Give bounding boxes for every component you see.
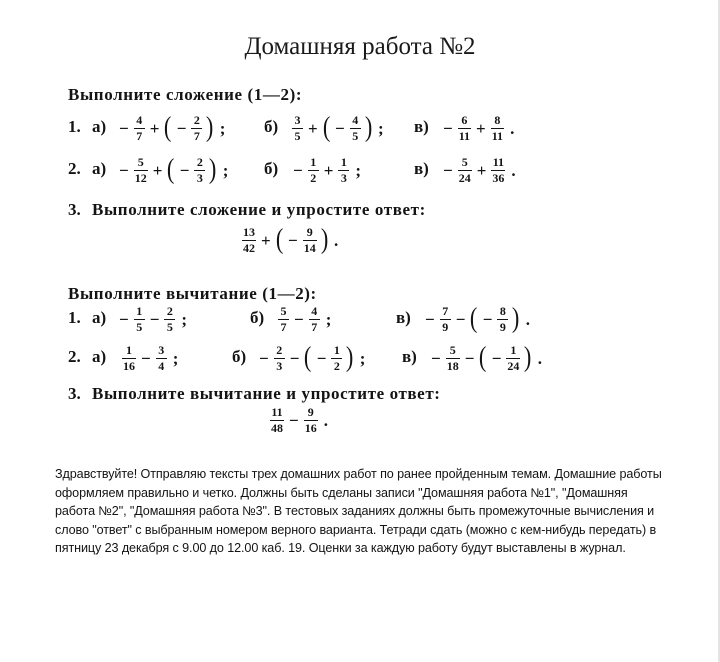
operator-sign: +: [476, 160, 487, 180]
numerator: 11: [492, 154, 505, 169]
operator-sign: −: [491, 348, 502, 368]
numerator: 1: [510, 342, 517, 357]
operator-sign: −: [425, 309, 435, 329]
denominator: 11: [458, 128, 471, 143]
operator-sign: −: [443, 160, 453, 180]
denominator: 16: [123, 358, 135, 373]
operator-sign: −: [335, 118, 345, 138]
numerator: 2: [196, 154, 203, 169]
denominator: 3: [274, 358, 285, 373]
fraction: [331, 344, 342, 372]
punctuation: ;: [355, 160, 362, 180]
close-paren: ): [320, 224, 329, 255]
denominator: 5: [350, 128, 361, 143]
close-paren: ): [512, 303, 520, 334]
operator-sign: −: [289, 410, 299, 430]
denominator: 9: [440, 319, 451, 334]
fraction: [458, 114, 471, 142]
fraction: [270, 406, 284, 434]
denominator: 2: [331, 358, 342, 373]
subtraction-heading: Выполните вычитание (1—2):: [68, 284, 317, 303]
fraction: [440, 305, 451, 333]
fraction: [303, 226, 317, 254]
fraction: [308, 156, 319, 184]
operator-sign: +: [308, 118, 318, 138]
punctuation: .: [510, 118, 515, 138]
denominator: 5: [134, 319, 145, 334]
operator-sign: −: [179, 160, 190, 180]
denominator: 3: [194, 170, 205, 185]
close-paren: ): [346, 342, 354, 373]
operator-sign: −: [293, 160, 303, 180]
open-paren: (: [164, 112, 172, 143]
punctuation: .: [511, 160, 516, 180]
denominator: 7: [191, 128, 202, 143]
operator-sign: −: [288, 230, 298, 250]
operator-sign: −: [119, 160, 129, 180]
operator-sign: −: [119, 309, 129, 329]
fraction: [506, 344, 520, 372]
numerator: 8: [499, 303, 506, 318]
denominator: 9: [497, 319, 508, 334]
open-paren: (: [304, 342, 312, 373]
punctuation: .: [537, 348, 542, 368]
operator-sign: +: [152, 160, 163, 180]
operator-sign: +: [261, 230, 271, 250]
page-title: Домашняя работа №2: [244, 33, 476, 60]
task-number: 1.: [68, 308, 81, 327]
fraction: [122, 344, 136, 372]
task-text: Выполните сложение и упростите ответ:: [92, 200, 426, 219]
fraction: [350, 114, 361, 142]
numerator: 9: [307, 404, 314, 419]
numerator: 13: [243, 224, 255, 239]
numerator: 3: [158, 342, 165, 357]
task-number: 3.: [68, 384, 81, 403]
punctuation: ;: [378, 118, 384, 138]
close-paren: ): [524, 342, 532, 373]
operator-sign: −: [482, 309, 493, 329]
denominator: 3: [338, 170, 349, 185]
numerator: 5: [449, 342, 456, 357]
fraction: [134, 305, 145, 333]
denominator: 12: [134, 170, 147, 185]
open-paren: (: [275, 224, 284, 255]
fraction: [164, 305, 175, 333]
numerator: 1: [340, 154, 347, 169]
fraction: [194, 156, 205, 184]
item-label: в): [414, 117, 429, 136]
fraction: [304, 406, 318, 434]
punctuation: .: [334, 230, 339, 250]
numerator: 4: [136, 112, 143, 127]
numerator: 2: [276, 342, 283, 357]
teacher-note: Здравствуйте! Отправляю тексты трех домашних работ по ранее пройденным темам. Домашние работы оформляем правильно и четко. Должны быть сделаны записи "Домашняя работа №1", "Домашняя работа №2", "Домашняя работа №3". В тестовых заданиях должны быть промежуточные вычисления и слово "ответ" с выбранным номером верного варианта. Тетради сдать (можно с кем-нибудь передать) в пятницу 23 декабря с 9.00 до 12.00 каб. 19. Оценки за каждую работу будут выставлены в журнал.: [55, 467, 662, 555]
operator-sign: −: [149, 309, 160, 329]
item-label: в): [414, 159, 429, 178]
operator-sign: −: [431, 348, 441, 368]
fraction: [278, 305, 289, 333]
numerator: 1: [126, 342, 132, 357]
item-label: в): [396, 308, 411, 327]
item-label: б): [250, 308, 265, 327]
fraction: [497, 305, 508, 333]
numerator: 4: [311, 303, 318, 318]
item-label: б): [232, 347, 247, 366]
denominator: 24: [507, 358, 520, 373]
item-label: а): [92, 308, 107, 327]
numerator: 7: [442, 303, 449, 318]
denominator: 36: [492, 170, 505, 185]
item-label: б): [264, 159, 279, 178]
operator-sign: −: [119, 118, 129, 138]
operator-sign: −: [289, 348, 300, 368]
punctuation: ;: [172, 348, 179, 368]
open-paren: (: [167, 154, 175, 185]
numerator: 1: [310, 154, 317, 169]
item-label: а): [92, 117, 107, 136]
numerator: 5: [137, 154, 144, 169]
operator-sign: −: [455, 309, 466, 329]
task-number: 1.: [68, 117, 81, 136]
fraction: [491, 114, 504, 142]
numerator: 8: [494, 112, 501, 127]
item-label: а): [92, 347, 107, 366]
addition-heading: Выполните сложение (1—2):: [68, 85, 303, 104]
numerator: 1: [136, 303, 143, 318]
operator-sign: −: [464, 348, 475, 368]
fraction: [309, 305, 320, 333]
denominator: 18: [446, 358, 459, 373]
numerator: 5: [280, 303, 287, 318]
open-paren: (: [479, 342, 487, 373]
fraction: [242, 226, 256, 254]
denominator: 7: [309, 319, 320, 334]
punctuation: ;: [219, 118, 226, 138]
close-paren: ): [206, 112, 214, 143]
fraction: [134, 156, 148, 184]
denominator: 4: [156, 358, 167, 373]
open-paren: (: [470, 303, 478, 334]
item-label: б): [264, 117, 279, 136]
numerator: 2: [166, 303, 173, 318]
operator-sign: −: [443, 118, 453, 138]
operator-sign: −: [176, 118, 187, 138]
close-paren: ): [364, 112, 373, 143]
denominator: 42: [243, 240, 255, 255]
punctuation: ;: [325, 309, 332, 329]
numerator: 5: [461, 154, 468, 169]
numerator: 9: [306, 224, 313, 239]
denominator: 5: [164, 319, 175, 334]
fraction: [292, 114, 303, 142]
fraction: [274, 344, 285, 372]
item-label: а): [92, 159, 107, 178]
punctuation: ;: [222, 160, 229, 180]
fraction: [491, 156, 505, 184]
punctuation: .: [525, 309, 530, 329]
denominator: 14: [303, 240, 316, 255]
operator-sign: +: [323, 160, 334, 180]
punctuation: ;: [359, 348, 366, 368]
close-paren: ): [209, 154, 217, 185]
operator-sign: −: [316, 348, 327, 368]
fraction: [191, 114, 202, 142]
operator-sign: +: [149, 118, 160, 138]
task-number: 2.: [68, 347, 81, 366]
fraction: [446, 344, 460, 372]
fraction: [134, 114, 145, 142]
denominator: 16: [304, 420, 317, 435]
task-number: 2.: [68, 159, 81, 178]
punctuation: ;: [181, 309, 188, 329]
numerator: 6: [461, 112, 468, 127]
numerator: 11: [271, 404, 283, 419]
open-paren: (: [322, 112, 331, 143]
denominator: 7: [278, 319, 289, 334]
numerator: 4: [352, 112, 359, 127]
denominator: 2: [308, 170, 319, 185]
fraction: [338, 156, 349, 184]
operator-sign: +: [476, 118, 486, 138]
denominator: 5: [292, 128, 303, 143]
numerator: 1: [333, 342, 340, 357]
denominator: 24: [458, 170, 471, 185]
task-number: 3.: [68, 200, 81, 219]
denominator: 48: [271, 420, 283, 435]
operator-sign: −: [141, 348, 151, 368]
denominator: 7: [134, 128, 145, 143]
denominator: 11: [491, 128, 504, 143]
operator-sign: −: [259, 348, 269, 368]
task-text: Выполните вычитание и упростите ответ:: [92, 384, 441, 403]
fraction: [458, 156, 472, 184]
punctuation: .: [323, 410, 328, 430]
fraction: [156, 344, 167, 372]
numerator: 3: [294, 112, 301, 127]
operator-sign: −: [294, 309, 304, 329]
item-label: в): [402, 347, 417, 366]
numerator: 2: [193, 112, 200, 127]
